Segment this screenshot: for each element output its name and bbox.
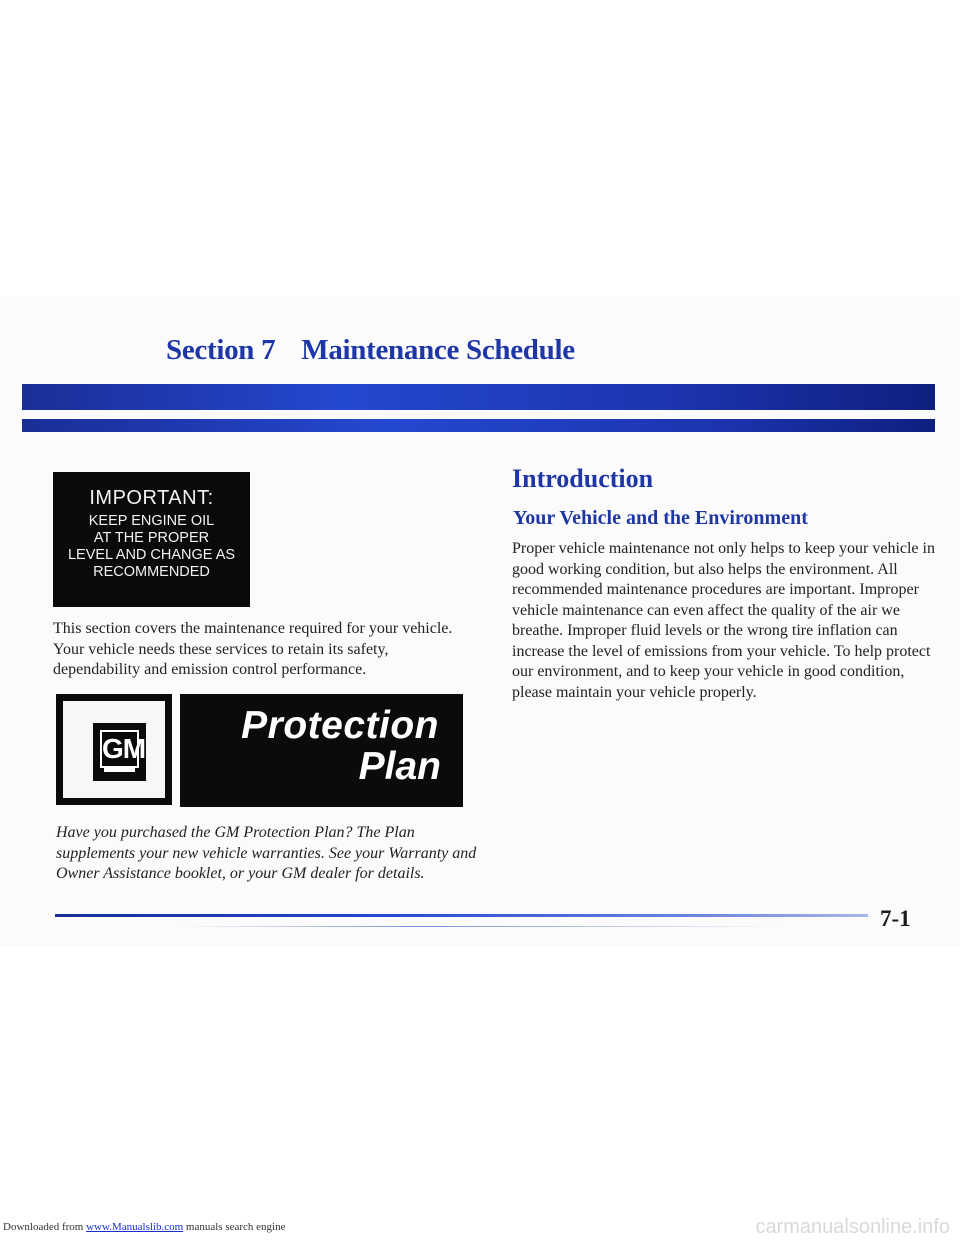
- environment-subheading: Your Vehicle and the Environment: [513, 507, 808, 529]
- important-line: LEVEL AND CHANGE AS: [67, 547, 236, 563]
- important-heading: IMPORTANT:: [89, 487, 214, 509]
- environment-text: Proper vehicle maintenance not only helps to keep your vehicle in good working condition, but also helps the environment. All recommended maintenance procedures are important. Improper vehicle maintenance can even affect the quality of the air we breathe. Improper fluid levels or the wrong tire inflation can increase the level of emissions from your vehicle. To help protect our environment, and to keep your vehicle in good condition, please maintain your vehicle properly.: [512, 540, 935, 701]
- bottom-rule-thin: [180, 926, 780, 927]
- header-bar: [22, 384, 935, 410]
- section-name: Maintenance Schedule: [301, 334, 575, 366]
- important-line: RECOMMENDED: [93, 564, 210, 580]
- important-line: AT THE PROPER: [93, 530, 210, 546]
- section-number: Section 7: [166, 334, 276, 366]
- watermark: carmanualsonline.info: [755, 1216, 950, 1238]
- section-intro-text: This section covers the maintenance required for your vehicle. Your vehicle needs these services to retain its safety, dependability and emission control performance.: [53, 620, 453, 678]
- section-title: [166, 334, 575, 367]
- gm-logo-text: GM: [100, 730, 139, 768]
- gm-logo: [56, 694, 172, 805]
- bottom-rule: [55, 914, 868, 917]
- protection-plan-logo: [180, 694, 463, 807]
- important-notice: [53, 472, 250, 607]
- manualslib-link[interactable]: www.Manualslib.com: [86, 1221, 184, 1233]
- protection-plan-caption: Have you purchased the GM Protection Plan? The Plan supplements your new vehicle warranties. See your Warranty and Owner Assistance booklet, or your GM dealer for details.: [56, 824, 477, 882]
- page-number: 7-1: [880, 906, 911, 931]
- protection-plan-line1: Protection: [241, 704, 439, 747]
- header-bar-thin: [22, 419, 935, 432]
- important-line: KEEP ENGINE OIL: [88, 513, 215, 529]
- gm-logo-icon: [93, 723, 146, 781]
- download-footer: Downloaded from www.Manualslib.com manuals search engine: [3, 1221, 286, 1233]
- introduction-heading: Introduction: [512, 464, 654, 493]
- protection-plan-line2: Plan: [358, 745, 441, 788]
